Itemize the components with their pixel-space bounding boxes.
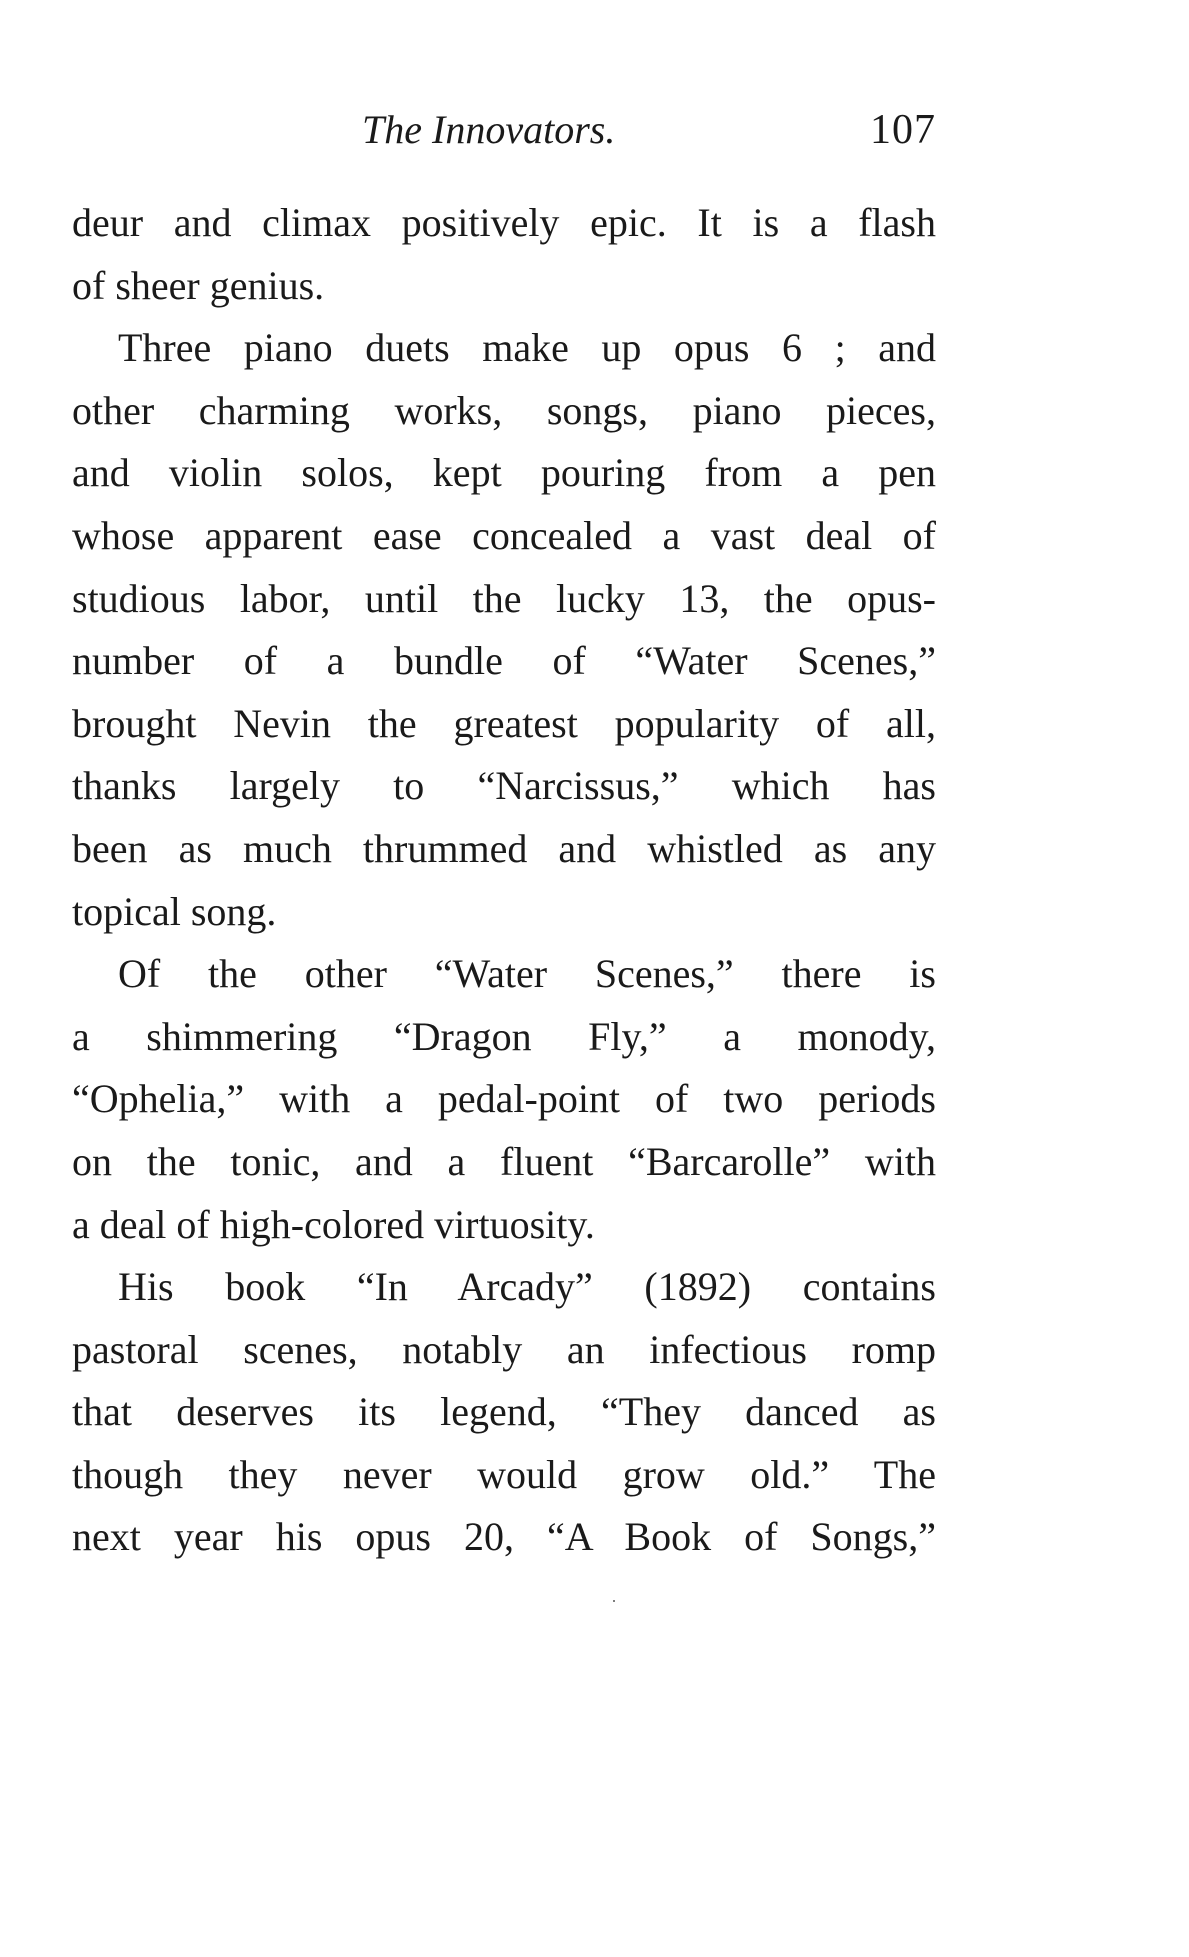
text-line: Three piano duets make up opus 6 ; and	[118, 325, 936, 371]
text-line: His book “In Arcady” (1892) contains	[118, 1264, 936, 1310]
text-line: Of the other “Water Scenes,” there is	[118, 951, 936, 997]
running-head	[72, 100, 936, 160]
text-line: “Ophelia,” with a pedal-point of two periods	[72, 1076, 936, 1122]
text-line: thanks largely to “Narcissus,” which has	[72, 763, 936, 809]
text-line: though they never would grow old.” The	[72, 1451, 936, 1497]
body-text	[72, 192, 936, 1569]
paper-speck	[613, 1600, 615, 1602]
text-line: of sheer genius.	[72, 262, 325, 308]
text-line: been as much thrummed and whistled as any	[72, 825, 936, 871]
page-number: 107	[870, 107, 936, 153]
text-line: brought Nevin the greatest popularity of all,	[72, 700, 936, 746]
text-line: topical song.	[72, 888, 277, 934]
text-line: deur and climax positively epic. It is a flash	[72, 200, 936, 245]
text-line: on the tonic, and a fluent “Barcarolle” with	[72, 1138, 936, 1184]
text-line: studious labor, until the lucky 13, the opus-	[72, 575, 936, 621]
text-line: other charming works, songs, piano pieces,	[72, 387, 936, 433]
running-title: The Innovators.	[362, 107, 616, 152]
text-line: whose apparent ease concealed a vast deal of	[72, 512, 936, 558]
text-line: number of a bundle of “Water Scenes,”	[72, 638, 936, 684]
text-line: that deserves its legend, “They danced as	[72, 1389, 936, 1435]
text-line: next year his opus 20, “A Book of Songs,”	[72, 1514, 936, 1560]
text-line: pastoral scenes, notably an infectious romp	[72, 1326, 936, 1372]
text-line: a deal of high-colored virtuosity.	[72, 1201, 595, 1247]
text-line: a shimmering “Dragon Fly,” a monody,	[72, 1013, 936, 1059]
text-line: and violin solos, kept pouring from a pen	[72, 450, 936, 496]
